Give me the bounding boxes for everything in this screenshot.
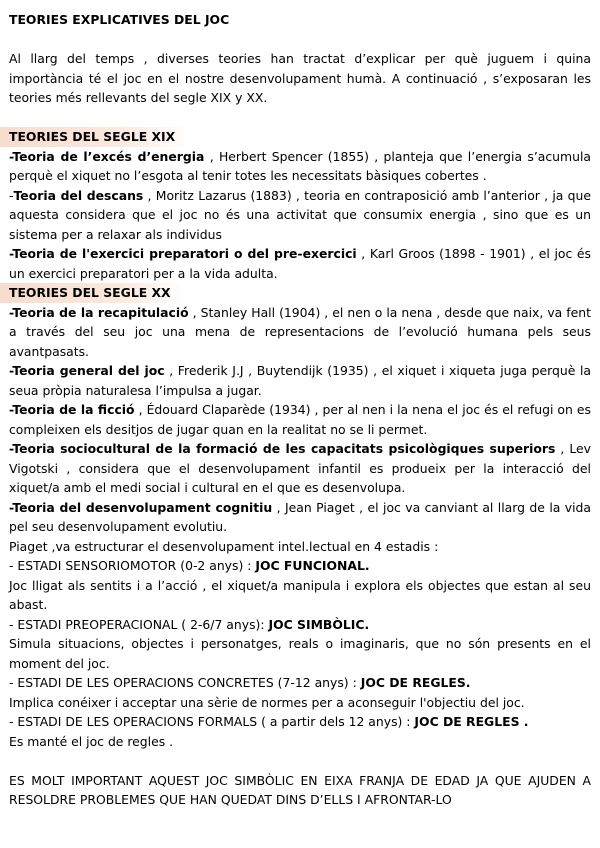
theory-text: , Herbert Spencer (1855) , planteja que l’energia s’acumula perquè el xiquet no l’esgota al tenir totes les necessitats bàsiques cobertes . xyxy=(9,148,591,183)
stage-preoperational xyxy=(9,615,591,635)
theory-name: -Teoria sociocultural de la formació de les capacitats psicològiques superiors xyxy=(9,441,556,456)
piaget-intro: Piaget ,va estructurar el desenvolupament intel.lectual en 4 estadis : xyxy=(9,538,439,554)
section-heading-xix-text: TEORIES DEL SEGLE XIX xyxy=(0,127,189,147)
intro-paragraph: Al llarg del temps , diverses teories han tractat d’explicar per què juguem i quina importància té el joc en el nostre desenvolupament humà. A continuació , s’exposaran les teories més rellevants del segle XIX y XX. xyxy=(9,51,591,105)
theory-general-play xyxy=(9,361,591,400)
theory-text: , Karl Groos (1898 - 1901) , el joc és un exercici preparatori per a la vida adulta. xyxy=(9,246,591,281)
stage-game: JOC DE REGLES . xyxy=(414,714,529,729)
stage-label: - ESTADI DE LES OPERACIONS FORMALS ( a partir dels 12 anys) : xyxy=(9,714,415,729)
stage-description: Simula situacions, objectes i personatges, reals o imaginaris, que no són presents en el moment del joc. xyxy=(9,636,591,671)
theory-text: , Jean Piaget , el joc va canviant al llarg de la vida pel seu desenvolupament evolutiu. xyxy=(9,499,592,534)
theory-excess-energy xyxy=(9,147,591,186)
theory-text: , Édouard Claparède (1934) , per al nen i la nena el joc és el refugi on es compleixen els desitjos de jugar quan en la realitat no se li permet. xyxy=(9,402,591,437)
theory-name: -Teoria de la recapitulació xyxy=(9,304,189,320)
stage-description: Implica conéixer i acceptar una sèrie de normes per a aconseguir l'objectiu del joc. xyxy=(9,694,525,710)
theory-name: Teoria del descans xyxy=(13,187,144,203)
theory-text: , Stanley Hall (1904) , el nen o la nena , desde que naix, va fent a través del seu joc una mena de representacions de l’evolució humana pels seus avantpasats. xyxy=(9,304,591,359)
document-title: TEORIES EXPLICATIVES DEL JOC xyxy=(9,12,230,27)
theory-fiction xyxy=(9,400,591,439)
spacer xyxy=(9,751,591,771)
stage-label: - ESTADI DE LES OPERACIONS CONCRETES (7-12 anys) : xyxy=(9,675,361,690)
theory-rest xyxy=(9,186,591,245)
stage-sensorimotor xyxy=(9,556,591,576)
spacer xyxy=(9,108,591,128)
theory-name: -Teoria de la ficció xyxy=(9,402,135,417)
stage-game: JOC DE REGLES. xyxy=(360,675,471,690)
section-heading-xix xyxy=(9,127,591,147)
stage-label: - ESTADI SENSORIOMOTOR (0-2 anys) : xyxy=(9,558,256,573)
theory-name: -Teoria del desenvolupament cognitiu xyxy=(9,499,273,515)
stage-description: Es manté el joc de regles . xyxy=(9,733,174,749)
theory-prefix: - xyxy=(9,187,14,203)
theory-name: -Teoria de l'exercici preparatori o del pre-exercici xyxy=(9,246,357,261)
conclusion-paragraph: ES MOLT IMPORTANT AQUEST JOC SIMBÒLIC EN EIXA FRANJA DE EDAD JA QUE AJUDEN A RESOLDRE PROBLEMES QUE HAN QUEDAT DINS D’ELLS I AFRONTAR-LO xyxy=(9,772,591,807)
theory-name: -Teoria de l’excés d’energia xyxy=(9,148,205,164)
theory-recapitulation xyxy=(9,303,591,362)
stage-description: Joc lligat als sentits i a l’acció , el xiquet/a manipula i explora els objectes que estan al seu abast. xyxy=(9,577,591,612)
theory-text: , Lev Vigotski , considera que el desenvolupament infantil es produeix per la interacció del xiquet/a amb el medi social i cultural en el que es desenvolupa. xyxy=(9,441,591,495)
theory-text: , Moritz Lazarus (1883) , teoria en contraposició amb l’anterior , ja que aquesta considera que el joc no és una activitat que consumix energia , sino que es un sistema per a relaxar als individus xyxy=(9,187,591,242)
stage-concrete xyxy=(9,673,591,693)
section-heading-xx xyxy=(9,283,591,303)
theory-name: -Teoria general del joc xyxy=(9,363,165,378)
stage-game: JOC FUNCIONAL. xyxy=(255,558,370,573)
theory-sociocultural xyxy=(9,439,591,498)
theory-pre-exercise xyxy=(9,244,591,283)
stage-label: - ESTADI PREOPERACIONAL ( 2-6/7 anys): xyxy=(9,616,269,632)
section-heading-xx-text: TEORIES DEL SEGLE XX xyxy=(0,283,185,303)
spacer xyxy=(9,30,591,50)
theory-text: , Frederik J.J , Buytendijk (1935) , el xiquet i xiqueta juga perquè la seua pròpia naturalesa l’impulsa a jugar. xyxy=(9,363,591,398)
stage-game: JOC SIMBÒLIC. xyxy=(268,616,370,632)
stage-formal xyxy=(9,712,591,732)
theory-cognitive xyxy=(9,498,591,537)
